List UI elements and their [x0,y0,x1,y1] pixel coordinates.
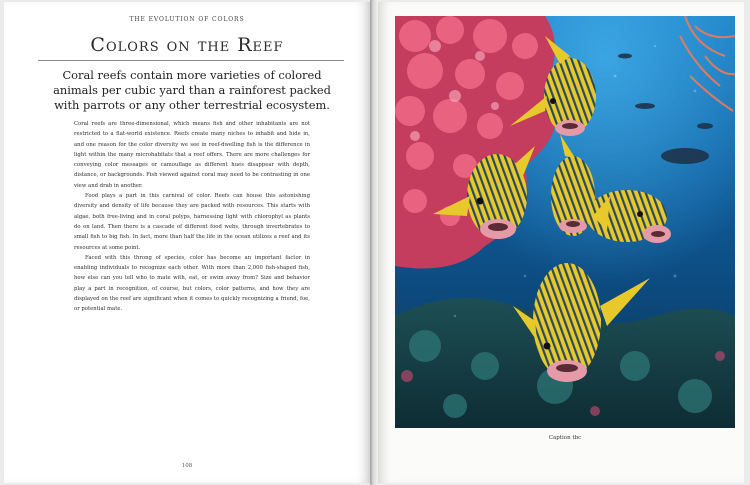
chapter-title: Colors on the Reef [90,34,284,56]
body-paragraph-1: Coral reefs are three-dimensional, which means fish and other inhabitants are not restricted to a flat-world existence. Reefs create many niches to inhabit and hide in, and one reason for the color diversity we see in reef-dwelling fish is the difference in light within the many microhabitats that a reef offers. There are more challenges for conveying color messages or camouflage as different hues disappear with depth, distance, or backgrounds. Fish viewed against coral may need to be contrasting in one view and drab in another. [74,121,310,189]
body-paragraph-2: Food plays a part in this carnival of color. Reefs can house this astonishing diversity and density of life because they are packed with resources. This starts with algae, both free-living and in coral polyps, harnessing light with chlorophyl as plants do on land. Then there is a cascade of different food webs, through invertebrates to small fish to big fish. In fact, more than half the life in the ocean utilizes a reef and its resources at some point. [74,193,310,251]
left-page [4,2,370,483]
running-head: THE EVOLUTION OF COLORS [129,16,245,23]
book-gutter [370,0,378,485]
photo-caption: Caption tbc [548,435,582,441]
body-paragraph-3: Faced with this throng of species, color has become an important factor in enabling individuals to recognize each other. With more than 2,000 fish-shaped fish, how else can you tell who to mate with, eat, or swim away from? Size and behavior play a part in recognition, of course, but colors, color patterns, and how they are displayed on the reef are significant when it comes to quickly recognizing a friend, foe, or potential mate. [74,254,310,313]
right-page [378,2,744,483]
title-rule [38,60,344,61]
body-text [74,119,310,315]
reef-fish-photo [395,16,735,428]
page-number: 108 [181,463,193,469]
lead-paragraph: Coral reefs contain more varieties of colored animals per cubic yard than a rainforest packed with parrots or any other terrestrial ecosystem. [53,68,331,112]
